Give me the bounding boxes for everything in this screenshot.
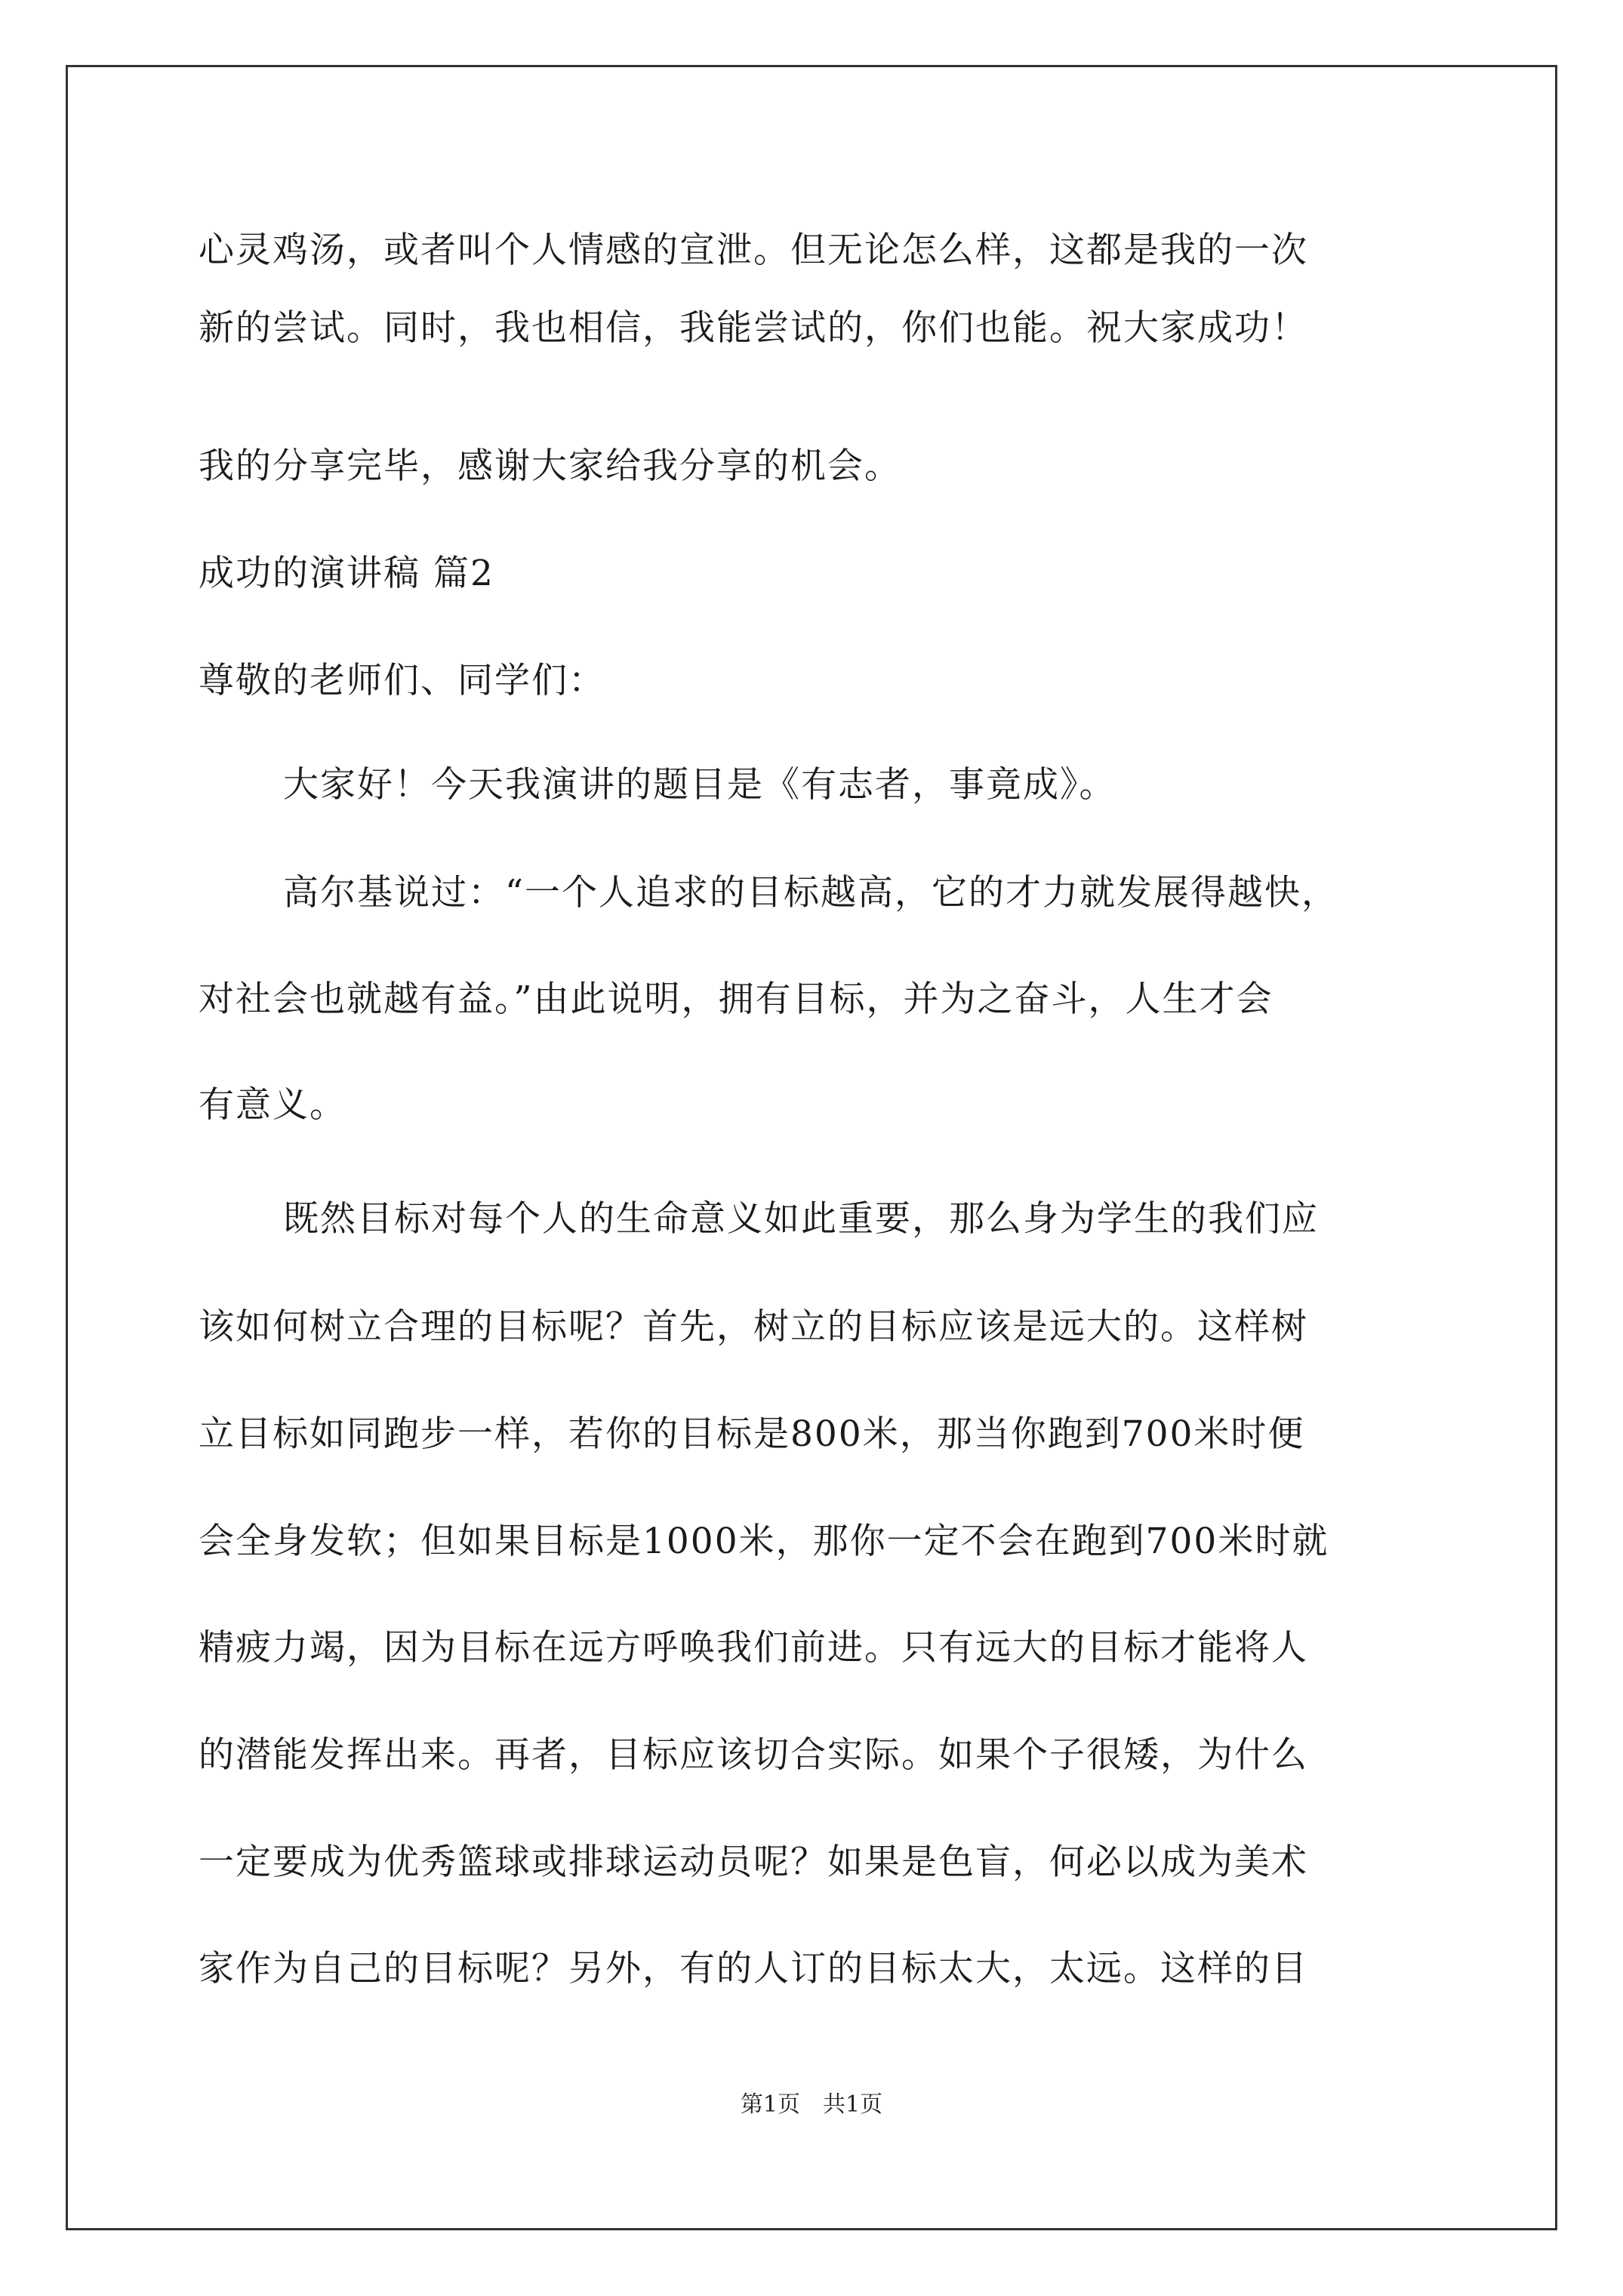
- text-line: 心灵鸡汤，或者叫个人情感的宣泄。但无论怎么样，这都是我的一次: [199, 230, 1308, 271]
- page-footer: 第1页 共1页: [740, 2091, 883, 2118]
- text-line: 对社会也就越有益。”由此说明，拥有目标，并为之奋斗，人生才会: [199, 978, 1273, 1020]
- text-line: 一定要成为优秀篮球或排球运动员呢？如果是色盲，何必以成为美术: [199, 1841, 1308, 1883]
- text-line: 高尔基说过：“一个人追求的目标越高，它的才力就发展得越快，: [283, 872, 1339, 914]
- page-border: [66, 65, 1557, 2230]
- text-line: 该如何树立合理的目标呢？首先，树立的目标应该是远大的。这样树: [199, 1306, 1308, 1348]
- section-heading: 成功的演讲稿 篇2: [199, 553, 494, 594]
- text-line: 的潜能发挥出来。再者，目标应该切合实际。如果个子很矮，为什么: [199, 1734, 1308, 1776]
- salutation: 尊敬的老师们、同学们：: [199, 660, 605, 701]
- text-line: 大家好！今天我演讲的题目是《有志者，事竟成》。: [283, 764, 1116, 806]
- text-line: 立目标如同跑步一样，若你的目标是800米，那当你跑到700米时便: [199, 1413, 1305, 1455]
- text-line: 会全身发软；但如果目标是1000米，那你一定不会在跑到700米时就: [199, 1521, 1329, 1562]
- text-line: 我的分享完毕，感谢大家给我分享的机会。: [199, 445, 901, 487]
- text-line: 有意义。: [199, 1084, 346, 1126]
- text-line: 精疲力竭，因为目标在远方呼唤我们前进。只有远大的目标才能将人: [199, 1627, 1308, 1669]
- text-line: 家作为自己的目标呢？另外，有的人订的目标太大，太远。这样的目: [199, 1948, 1308, 1989]
- text-line: 新的尝试。同时，我也相信，我能尝试的，你们也能。祝大家成功！: [199, 307, 1308, 349]
- text-line: 既然目标对每个人的生命意义如此重要，那么身为学生的我们应: [283, 1198, 1319, 1240]
